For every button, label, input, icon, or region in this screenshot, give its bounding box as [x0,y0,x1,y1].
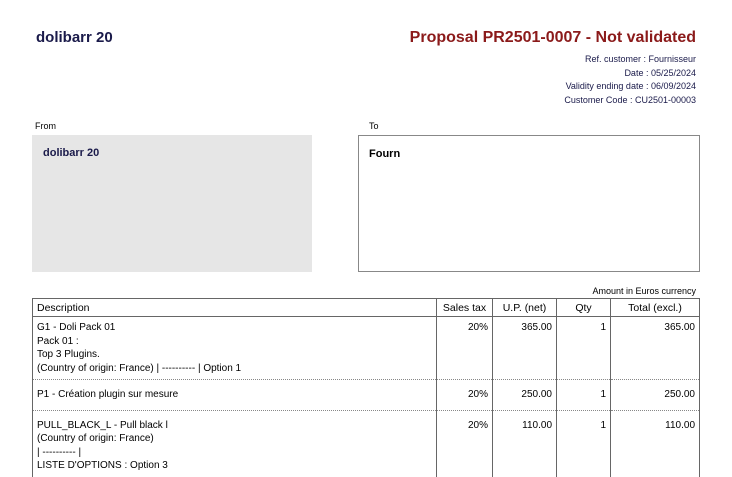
col-total: Total (excl.) [611,299,700,317]
row-qty: 1 [557,410,611,477]
row-desc-line: Top 3 Plugins. [37,349,100,360]
col-sales-tax: Sales tax [437,299,493,317]
table-row [33,410,700,477]
row-unit-price: 365.00 [493,317,557,380]
row-tax: 20% [437,410,493,477]
row-description [33,317,437,380]
sender-box [32,135,312,272]
row-desc-line: LISTE D'OPTIONS : Option 3 [37,460,168,471]
row-desc-line: | ---------- | [37,446,82,458]
table-row [33,317,700,380]
recipient-box [358,135,700,272]
lines-table [32,298,700,477]
document-meta [564,53,696,108]
row-total: 110.00 [611,410,700,477]
row-total: 365.00 [611,317,700,380]
ref-customer: Ref. customer : Fournisseur [584,54,696,64]
col-description: Description [33,299,437,317]
col-unit-price: U.P. (net) [493,299,557,317]
customer-code: Customer Code : CU2501-00003 [564,95,696,106]
row-desc-line: Pack 01 : [37,335,79,347]
row-desc-line: (Country of origin: France) [37,433,154,444]
row-desc-line: P1 - Création plugin sur mesure [37,389,179,400]
validity-date: Validity ending date : 06/09/2024 [565,81,696,92]
row-tax: 20% [437,380,493,411]
row-desc-line: PULL_BLACK_L - Pull black l [37,419,168,431]
row-desc-line: G1 - Doli Pack 01 [37,322,116,333]
row-unit-price: 110.00 [493,410,557,477]
document-title: Proposal PR2501-0007 - Not validated [409,29,696,46]
row-qty: 1 [557,380,611,411]
col-qty: Qty [557,299,611,317]
row-tax: 20% [437,317,493,380]
row-qty: 1 [557,317,611,380]
recipient-name: Fourn [369,148,401,160]
table-header-row [33,299,700,317]
company-name: dolibarr 20 [36,29,113,46]
to-label: To [369,121,379,131]
row-desc-line: (Country of origin: France) | ---------- | Option 1 [37,362,242,374]
table-row [33,380,700,411]
sender-name: dolibarr 20 [43,147,100,159]
row-description [33,410,437,477]
row-total: 250.00 [611,380,700,411]
from-label: From [35,121,56,131]
document-date: Date : 05/25/2024 [624,67,696,78]
row-description [33,380,437,411]
currency-note: Amount in Euros currency [592,286,696,296]
row-unit-price: 250.00 [493,380,557,411]
